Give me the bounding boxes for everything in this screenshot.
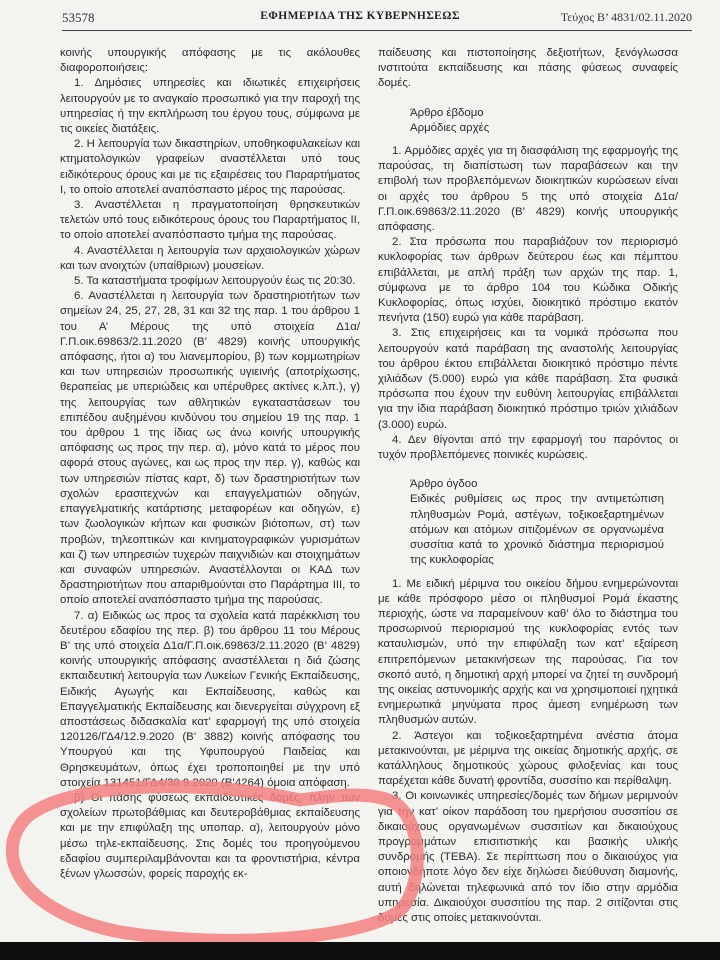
paragraph-7b: β) Οι πάσης φύσεως εκπαιδευτικές δομές, πλην των σχολείων πρωτοβάθμιας και δευτεροβάθμιας εκπαίδευσης και με την επιφύλαξη της υποπαρ. α), λειτουργούν μόνο μέσω τηλε-εκπαίδευσης. Στις δομές του προηγούμενου εδαφίου συμπεριλαμβάνονται και τα φροντιστήρια, κέντρα ξένων γλωσσών, φορείς παροχής εκ-	[60, 791, 360, 880]
article-7-paragraph-4: 4. Δεν θίγονται από την εφαρμογή του παρόντος οι τυχόν προβλεπόμενες ποινικές κυρώσεις.	[378, 433, 678, 462]
article-8-paragraph-1: 1. Με ειδική μέριμνα του οικείου δήμου ενημερώνονται με κάθε πρόσφορο μέσο οι πληθυσμοί Ρομά έκαστης περιοχής, ώστε να παραμείνουν καθ’ όλο το διάστημα του προσωρινού περιορισμού της κυκλοφορίας εντός των καταυλισμών, υπό την επιφύλαξη των κατ’ εξαίρεση επιτρεπόμενων μετακινήσεων της παρούσας. Για τον σκοπό αυτό, η δημοτική αρχή μπορεί να ζητεί τη συνδρομή της οικείας αστυνομικής αρχής και να χρησιμοποιεί ηχητικά ενημερωτικά μηνύματα προς άμεση ενημέρωση των πληθυσμών αυτών.	[378, 577, 678, 727]
paragraph-1: 1. Δημόσιες υπηρεσίες και ιδιωτικές επιχειρήσεις λειτουργούν με το αναγκαίο προσωπικό για την παροχή της υπηρεσίας ή την εκπλήρωση του έργου τους, σύμφωνα με τις οικείες διατάξεις.	[60, 77, 360, 136]
article-7-paragraph-2: 2. Στα πρόσωπα που παραβιάζουν τον περιορισμό κυκλοφορίας των άρθρων δεύτερου έως και πέμπτου επιβάλλεται, με απλή πράξη των αρχών της παρ. 1, σύμφωνα με το άρθρο 104 του Κώδικα Οδικής Κυκλοφορίας, όπως ισχύει, διοικητικό πρόστιμο εκατόν πενήντα (150) ευρώ για κάθε παράβαση.	[378, 236, 678, 325]
paragraph-7a: 7. α) Ειδικώς ως προς τα σχολεία κατά παρέκκλιση του δευτέρου εδαφίου της περ. β) του άρθρου 11 του Μέρους Β’ της υπό στοιχεία Δ1α/Γ.Π.οικ.69863/2.11.2020 (Β’ 4829) κοινής υπουργικής απόφασης αναστέλλεται η διά ζώσης εκπαιδευτική λειτουργία των Λυκείων Γενικής Εκπαίδευσης, Ειδικής Αγωγής και Εκπαίδευσης, καθώς και Επαγγελματικής Εκπαίδευσης και διενεργείται σύγχρονη εξ αποστάσεως διδασκαλία κατ’ εφαρμογή της υπό στοιχεία 120126/ΓΔ4/12.9.2020 (Β’ 3882) κοινής απόφασης του Υπουργού και της Υφυπουργού Παιδείας και Θρησκευμάτων, όπως έχει τροποποιηθεί με την υπό στοιχεία 131451/ΓΔ4/30.9.2020 (Β’4264) όμοια απόφαση.	[60, 609, 360, 789]
paragraph-continuation: παίδευσης και πιστοποίησης δεξιοτήτων, ξενόγλωσσα ινστιτούτα εκπαίδευσης και πάσης φύσεως συναφείς δομές.	[378, 47, 678, 90]
right-column	[378, 46, 678, 926]
screen-edge-band	[0, 942, 720, 960]
paragraph-continuation: κοινής υπουργικής απόφασης με τις ακόλουθες διαφοροποιήσεις:	[60, 47, 360, 75]
page-header	[0, 0, 720, 34]
journal-title: ΕΦΗΜΕΡΙΔΑ ΤΗΣ ΚΥΒΕΡΝΗΣΕΩΣ	[260, 10, 460, 22]
paragraph-6: 6. Αναστέλλεται η λειτουργία των δραστηριοτήτων των σημείων 24, 25, 27, 28, 31 και 32 της παρ. 1 του άρθρου 1 του Α’ Μέρους της υπό στοιχεία Δ1α/Γ.Π.οικ.69863/2.11.2020 (Β’ 4829) κοινής υπουργικής απόφασης, ήτοι α) του λιανεμπορίου, β) των κομμωτηρίων και των υπηρεσιών προσωπικής υγιεινής (αποτρίχωσης, θεραπείας με υπεριώδεις και υπέρυθρες ακτίνες κ.λπ.), γ) της λειτουργίας των αθλητικών εγκαταστάσεων του επιπέδου αυξημένου κινδύνου του σημείου 19 της παρ. 1 του άρθρου 1 της ίδιας ως άνω κοινής υπουργικής απόφασης ως προς την περ. α), μόνο κατά το μέρος που αφορά στους αγώνες, και ως προς την περ. γ), καθώς και των υπηρεσιών πίστας καρτ, δ) των δραστηριοτήτων των σχολών ερασιτεχνών και επαγγελματιών οδηγών, επαγγελματικής κατάρτισης μεταφορέων και οδηγών, ε) των ζωολογικών κήπων και φυσικών βιότοπων, στ) των προβών, τηλεοπτικών και κινηματογραφικών γυρισμάτων και ζ) των υπηρεσιών τυχερών παιχνιδιών και στοιχημάτων και συναφών υπηρεσιών. Αναστέλλονται οι ΚΑΔ των δραστηριοτήτων που απαριθμούνται στο Παράρτημα ΙΙΙ, το οποίο αποτελεί αναπόσπαστο τμήμα της παρούσας.	[60, 290, 360, 607]
paragraph-5: 5. Τα καταστήματα τροφίμων λειτουργούν έως τις 20:30.	[74, 275, 356, 288]
article-7-title: Αρμόδιες αρχές	[410, 121, 490, 134]
paragraph-3: 3. Αναστέλλεται η πραγματοποίηση θρησκευτικών τελετών υπό τους ειδικότερους όρους του Παραρτήματος ΙΙ, το οποίο αποτελεί αναπόσπαστο τμήμα της παρούσας.	[60, 199, 360, 242]
paragraph-4: 4. Αναστέλλεται η λειτουργία των αρχαιολογικών χώρων και των ανοιχτών (υπαίθριων) μουσείων.	[60, 244, 360, 272]
article-8-paragraph-2: 2. Άστεγοι και τοξικοεξαρτημένα ανέστια άτομα μετακινούνται, με μέριμνα της οικείας δημοτικής αρχής, σε κατάλληλους δημοτικούς χώρους φιλοξενίας και τους παρέχεται κάθε δυνατή φροντίδα, συσσίτιο και περίθαλψη.	[378, 729, 678, 788]
paragraph-2: 2. Η λειτουργία των δικαστηρίων, υποθηκοφυλακείων και κτηματολογικών γραφείων αναστέλλεται υπό τους ειδικότερους όρους και με τις εξαιρέσεις του Παραρτήματος Ι, το οποίο αποτελεί αναπόσπαστο μέρος της παρούσας.	[60, 138, 360, 196]
left-column	[60, 46, 360, 882]
article-8-heading: Άρθρο όγδοο	[410, 478, 478, 491]
article-7-paragraph-3: 3. Στις επιχειρήσεις και τα νομικά πρόσωπα που λειτουργούν κατά παράβαση της αναστολής λειτουργίας του άρθρου έκτου επιβάλλεται διοικητικό πρόστιμο πέντε χιλιάδων (5.000) ευρώ για κάθε παράβαση. Στα φυσικά πρόσωπα που έχουν την ευθύνη λειτουργίας επιβάλλεται για την ίδια παράβαση διοικητικό πρόστιμο τριών χιλιάδων (3.000) ευρώ.	[378, 327, 678, 431]
issue-reference: Τεύχος Β’ 4831/02.11.2020	[560, 10, 692, 24]
article-8-title: Ειδικές ρυθμίσεις ως προς την αντιμετώπιση πληθυσμών Ρομά, αστέγων, τοξικοεξαρτημένων ατόμων και ατόμων σιτιζομένων σε οργανωμένα συσσίτια κατά το χρονικό διάστημα περιορισμού της κυκλοφορίας	[410, 493, 664, 567]
article-8-paragraph-3: 3. Οι κοινωνικές υπηρεσίες/δομές των δήμων μεριμνούν για την κατ’ οίκον παράδοση του ημερήσιου συσσιτίου σε δικαιούχους οργανωμένων συσσιτίων και δικαιούχους προγραμμάτων επισιτιστικής και βασικής υλικής συνδρομής (ΤΕΒΑ). Σε περίπτωση που ο δικαιούχος για οποιονδήποτε λόγο δεν είχε δηλώσει διεύθυνση διαμονής, αυτή δηλώνεται τηλεφωνικά από τον ίδιο στην αρμόδια υπηρεσία. Δικαιούχοι συσσιτίου της παρ. 2 σιτίζονται στις δομές στις οποίες μετακινούνται.	[378, 790, 678, 924]
article-7-paragraph-1: 1. Αρμόδιες αρχές για τη διασφάλιση της εφαρμογής της παρούσας, τη διαπίστωση των παραβάσεων και την επιβολή των προβλεπόμενων διοικητικών κυρώσεων είναι οι αρχές του άρθρου 5 της υπό στοιχεία Δ1α/Γ.Π.οικ.69863/2.11.2020 (Β’ 4829) κοινής υπουργικής απόφασης.	[378, 145, 678, 234]
article-7-heading: Άρθρο έβδομο	[410, 106, 484, 119]
header-rule	[62, 30, 692, 31]
page-number: 53578	[62, 10, 95, 25]
